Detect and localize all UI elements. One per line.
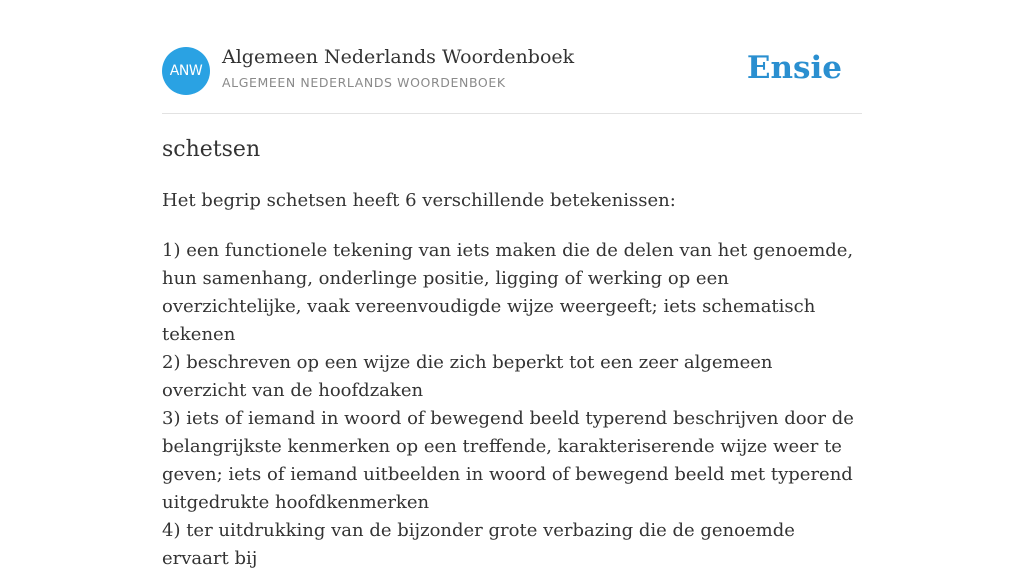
anw-logo[interactable]: ANW	[162, 47, 210, 95]
entry-intro: Het begrip schetsen heeft 6 verschillende betekenissen:	[162, 190, 676, 211]
entry-word: schetsen	[162, 137, 261, 162]
ensie-brand-link[interactable]: Ensie	[746, 50, 842, 86]
definition-item: 3) iets of iemand in woord of bewegend beeld typerend beschrijven door de belangrijkste kenmerken op een treffende, karakteriserende wijze weer te geven; iets of iemand uitbeelden in woord of bewegend beeld met typerend uitgedrukte hoofdkenmerken	[162, 408, 854, 513]
definition-item: 2) beschreven op een wijze die zich beperkt tot een zeer algemeen overzicht van de hoofdzaken	[162, 352, 773, 401]
source-title[interactable]: Algemeen Nederlands Woordenboek	[222, 46, 575, 68]
source-header	[162, 46, 862, 96]
definition-item: 1) een functionele tekening van iets maken die de delen van het genoemde, hun samenhang, onderlinge positie, ligging of werking op een overzichtelijke, vaak vereenvoudigde wijze weergeeft; iets schematisch tekenen	[162, 240, 854, 345]
header-divider	[162, 113, 862, 114]
definitions-list	[162, 237, 862, 573]
definition-item: 4) ter uitdrukking van de bijzonder grote verbazing die de genoemde ervaart bij	[162, 520, 795, 569]
source-subtitle: ALGEMEEN NEDERLANDS WOORDENBOEK	[222, 75, 506, 90]
